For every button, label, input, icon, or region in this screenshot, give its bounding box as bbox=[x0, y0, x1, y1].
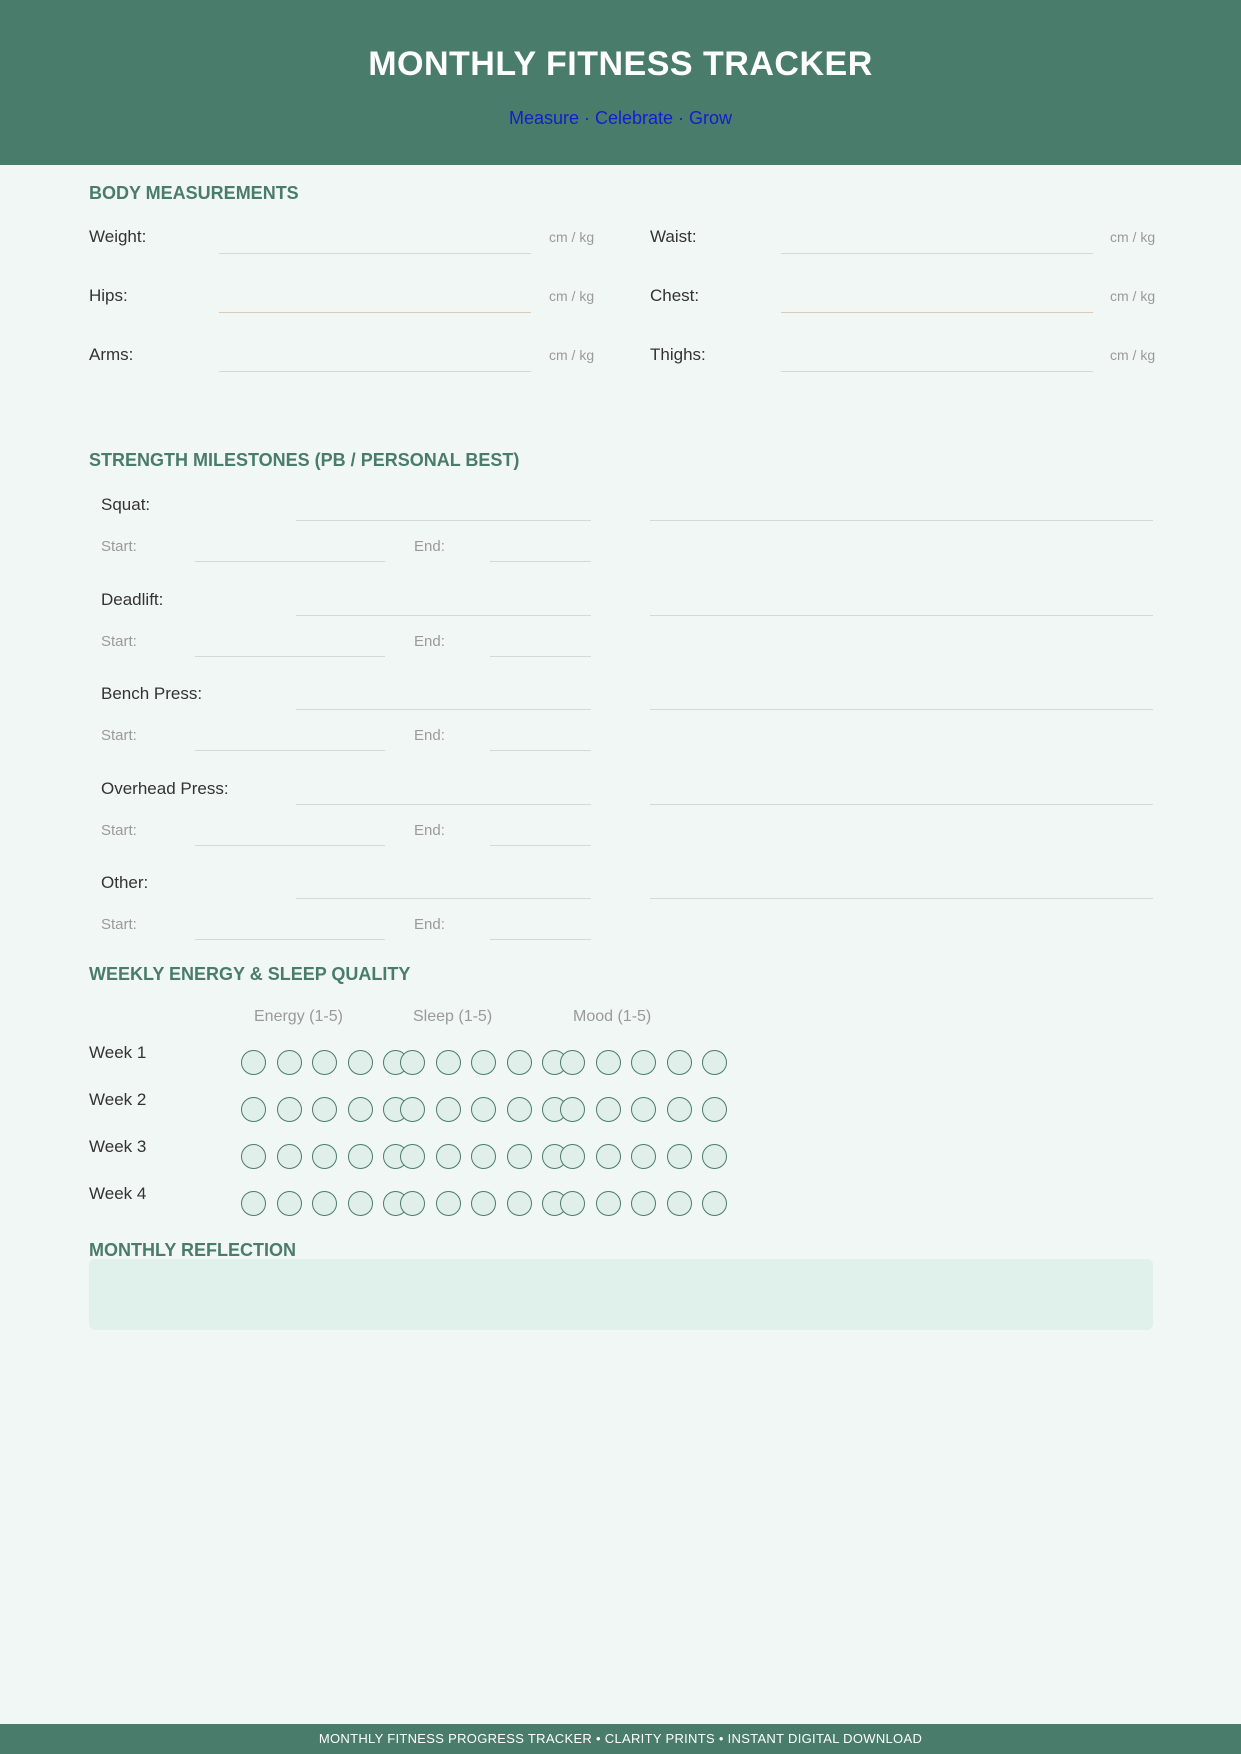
end-label: End: bbox=[414, 821, 445, 839]
lift-label: Overhead Press: bbox=[101, 778, 229, 798]
lift-pb-line[interactable] bbox=[296, 615, 591, 616]
column-header-sleep: Sleep (1-5) bbox=[413, 1008, 493, 1025]
mood-rating-circle[interactable] bbox=[702, 1050, 727, 1075]
end-label: End: bbox=[414, 916, 445, 933]
unit-label: cm / kg bbox=[549, 347, 595, 363]
end-label: End: bbox=[414, 727, 445, 744]
unit-label: cm / kg bbox=[549, 288, 595, 304]
start-label: Start: bbox=[101, 538, 137, 555]
measurement-label-arms: Arms: bbox=[89, 345, 134, 364]
mood-rating-circle[interactable] bbox=[631, 1144, 656, 1169]
end-input-line[interactable] bbox=[490, 656, 591, 657]
thighs-input-line[interactable] bbox=[781, 371, 1093, 372]
energy-rating-circle[interactable] bbox=[241, 1050, 266, 1075]
unit-label: cm / kg bbox=[1110, 229, 1156, 245]
hips-input-line[interactable] bbox=[219, 312, 531, 313]
lift-notes-line[interactable] bbox=[650, 709, 1153, 710]
mood-rating-circle[interactable] bbox=[631, 1050, 656, 1075]
start-label: Start: bbox=[101, 632, 137, 650]
lift-pb-line[interactable] bbox=[296, 709, 591, 710]
page-footer: MONTHLY FITNESS PROGRESS TRACKER • CLARITY PRINTS • INSTANT DIGITAL DOWNLOAD bbox=[0, 1724, 1241, 1754]
lift-label: Deadlift: bbox=[101, 589, 164, 609]
body-measurements-title: BODY MEASUREMENTS bbox=[89, 183, 299, 203]
energy-rating-circle[interactable] bbox=[277, 1191, 302, 1216]
mood-rating-circle[interactable] bbox=[631, 1097, 656, 1122]
lift-notes-line[interactable] bbox=[650, 898, 1153, 899]
sleep-rating-circle[interactable] bbox=[400, 1144, 425, 1169]
sleep-rating-circle[interactable] bbox=[471, 1050, 496, 1075]
mood-rating-circle[interactable] bbox=[596, 1191, 621, 1216]
measurement-label-chest: Chest: bbox=[650, 286, 700, 305]
strength-milestones-title: STRENGTH MILESTONES (PB / PERSONAL BEST) bbox=[89, 450, 520, 470]
sleep-rating-circle[interactable] bbox=[400, 1191, 425, 1216]
start-input-line[interactable] bbox=[195, 845, 385, 846]
energy-rating-circle[interactable] bbox=[312, 1191, 337, 1216]
mood-rating-circle[interactable] bbox=[596, 1144, 621, 1169]
start-input-line[interactable] bbox=[195, 939, 385, 940]
energy-rating-circle[interactable] bbox=[312, 1097, 337, 1122]
mood-rating-circle[interactable] bbox=[631, 1191, 656, 1216]
end-label: End: bbox=[414, 538, 445, 555]
lift-notes-line[interactable] bbox=[650, 804, 1153, 805]
energy-rating-circle[interactable] bbox=[241, 1191, 266, 1216]
mood-rating-circle[interactable] bbox=[596, 1050, 621, 1075]
column-header-mood: Mood (1-5) bbox=[573, 1008, 652, 1025]
mood-rating-circle[interactable] bbox=[702, 1144, 727, 1169]
mood-rating-circle[interactable] bbox=[667, 1097, 692, 1122]
sleep-rating-circle[interactable] bbox=[436, 1050, 461, 1075]
energy-rating-circle[interactable] bbox=[312, 1144, 337, 1169]
energy-rating-circle[interactable] bbox=[277, 1097, 302, 1122]
end-label: End: bbox=[414, 632, 445, 650]
start-label: Start: bbox=[101, 916, 137, 933]
mood-rating-circle[interactable] bbox=[596, 1097, 621, 1122]
sleep-rating-circle[interactable] bbox=[507, 1050, 532, 1075]
reflection-box[interactable] bbox=[89, 1259, 1153, 1330]
energy-rating-circle[interactable] bbox=[348, 1097, 373, 1122]
measurement-label-weight: Weight: bbox=[89, 227, 147, 246]
measurement-label-waist: Waist: bbox=[650, 227, 697, 246]
energy-rating-circle[interactable] bbox=[277, 1050, 302, 1075]
sleep-rating-circle[interactable] bbox=[507, 1144, 532, 1169]
energy-rating-circle[interactable] bbox=[241, 1097, 266, 1122]
week-label: Week 3 bbox=[89, 1137, 147, 1156]
start-label: Start: bbox=[101, 727, 137, 744]
energy-rating-circle[interactable] bbox=[312, 1050, 337, 1075]
sleep-rating-circle[interactable] bbox=[507, 1097, 532, 1122]
mood-rating-circle[interactable] bbox=[702, 1097, 727, 1122]
sleep-rating-circle[interactable] bbox=[400, 1097, 425, 1122]
lift-label: Bench Press: bbox=[101, 684, 203, 703]
week-label: Week 4 bbox=[89, 1184, 147, 1203]
sleep-rating-circle[interactable] bbox=[471, 1191, 496, 1216]
end-input-line[interactable] bbox=[490, 561, 591, 562]
sleep-rating-circle[interactable] bbox=[436, 1191, 461, 1216]
week-label: Week 1 bbox=[89, 1043, 147, 1062]
lift-pb-line[interactable] bbox=[296, 898, 591, 899]
waist-input-line[interactable] bbox=[781, 253, 1093, 254]
sleep-rating-circle[interactable] bbox=[436, 1144, 461, 1169]
sleep-rating-circle[interactable] bbox=[400, 1050, 425, 1075]
mood-rating-circle[interactable] bbox=[667, 1050, 692, 1075]
unit-label: cm / kg bbox=[1110, 347, 1156, 363]
end-input-line[interactable] bbox=[490, 750, 591, 751]
lift-label: Other: bbox=[101, 873, 149, 892]
column-header-energy: Energy (1-5) bbox=[254, 1008, 343, 1025]
tagline: Measure · Celebrate · Grow bbox=[508, 108, 733, 128]
mood-rating-circle[interactable] bbox=[702, 1191, 727, 1216]
sleep-rating-circle[interactable] bbox=[507, 1191, 532, 1216]
arms-input-line[interactable] bbox=[219, 371, 531, 372]
unit-label: cm / kg bbox=[549, 229, 595, 245]
energy-rating-circle[interactable] bbox=[348, 1144, 373, 1169]
weekly-quality-title: WEEKLY ENERGY & SLEEP QUALITY bbox=[89, 964, 411, 984]
end-input-line[interactable] bbox=[490, 939, 591, 940]
monthly-reflection-title: MONTHLY REFLECTION bbox=[89, 1240, 297, 1260]
measurement-label-thighs: Thighs: bbox=[650, 345, 706, 364]
page-title: MONTHLY FITNESS TRACKER bbox=[368, 45, 873, 83]
end-input-line[interactable] bbox=[490, 845, 591, 846]
mood-rating-circle[interactable] bbox=[560, 1050, 585, 1075]
lift-notes-line[interactable] bbox=[650, 615, 1153, 616]
lift-pb-line[interactable] bbox=[296, 520, 591, 521]
mood-rating-circle[interactable] bbox=[667, 1191, 692, 1216]
start-input-line[interactable] bbox=[195, 656, 385, 657]
start-label: Start: bbox=[101, 821, 137, 839]
page-header bbox=[0, 0, 1241, 165]
chest-input-line[interactable] bbox=[781, 312, 1093, 313]
mood-rating-circle[interactable] bbox=[560, 1144, 585, 1169]
energy-rating-circle[interactable] bbox=[241, 1144, 266, 1169]
sleep-rating-circle[interactable] bbox=[471, 1144, 496, 1169]
mood-rating-circle[interactable] bbox=[560, 1191, 585, 1216]
lift-pb-line[interactable] bbox=[296, 804, 591, 805]
mood-rating-circle[interactable] bbox=[560, 1097, 585, 1122]
energy-rating-circle[interactable] bbox=[348, 1191, 373, 1216]
start-input-line[interactable] bbox=[195, 750, 385, 751]
unit-label: cm / kg bbox=[1110, 288, 1156, 304]
measurement-label-hips: Hips: bbox=[89, 286, 128, 305]
start-input-line[interactable] bbox=[195, 561, 385, 562]
energy-rating-circle[interactable] bbox=[348, 1050, 373, 1075]
week-label: Week 2 bbox=[89, 1090, 147, 1109]
sleep-rating-circle[interactable] bbox=[471, 1097, 496, 1122]
energy-rating-circle[interactable] bbox=[277, 1144, 302, 1169]
lift-notes-line[interactable] bbox=[650, 520, 1153, 521]
sleep-rating-circle[interactable] bbox=[436, 1097, 461, 1122]
weight-input-line[interactable] bbox=[219, 253, 531, 254]
lift-label: Squat: bbox=[101, 495, 151, 514]
mood-rating-circle[interactable] bbox=[667, 1144, 692, 1169]
